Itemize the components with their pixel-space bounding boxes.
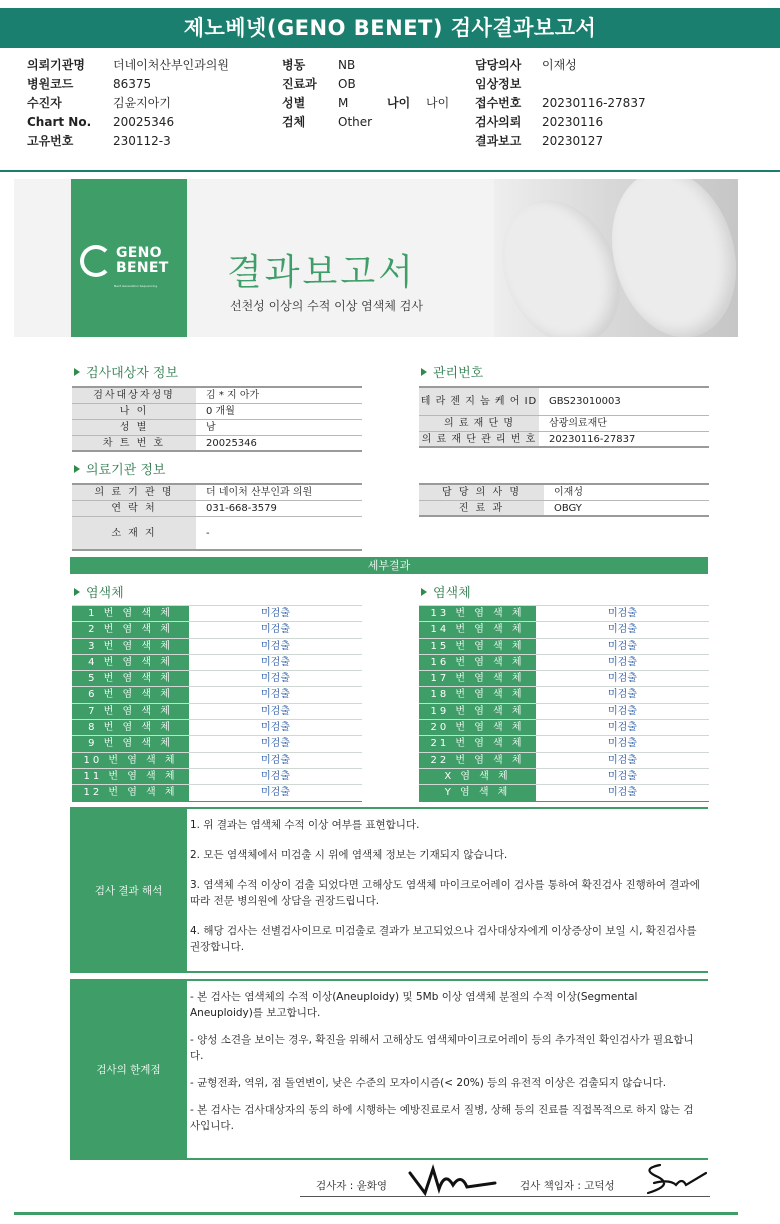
field-value: 20025346 — [206, 438, 257, 449]
chromosome-label: 12 번 염 색 체 — [72, 785, 189, 800]
frame-top-divider — [0, 170, 780, 172]
chromosome-row — [72, 670, 362, 686]
section-heading-text: 의료기관 정보 — [86, 463, 166, 478]
section-heading-text: 관리번호 — [433, 366, 484, 381]
chromosome-result: 미검출 — [608, 787, 637, 799]
interpretation-section — [70, 807, 708, 973]
banner-subtitle: 선천성 이상의 수적 이상 염색체 검사 — [230, 299, 423, 313]
director-signature-icon — [630, 1159, 710, 1199]
logo-mark-icon — [80, 245, 112, 277]
chromosome-right-heading — [421, 582, 471, 601]
chromosome-label: 5 번 염 색 체 — [72, 671, 189, 686]
interpretation-item: 1. 위 결과는 염색체 수적 이상 여부를 표현합니다. — [190, 819, 420, 831]
header-label: 수진자 — [27, 96, 62, 110]
field-value: 이재성 — [554, 487, 583, 498]
chromosome-row — [419, 638, 709, 654]
limitations-body — [187, 981, 708, 1158]
chromosome-row — [419, 654, 709, 670]
chromosome-label: 11 번 염 색 체 — [72, 769, 189, 784]
table-row — [419, 388, 709, 416]
chromosome-result: 미검출 — [608, 754, 637, 766]
chromosome-result: 미검출 — [608, 738, 637, 750]
header-value: 20230116-27837 — [542, 96, 646, 110]
chromosome-label: 1 번 염 색 체 — [72, 606, 189, 621]
chromosome-result: 미검출 — [261, 656, 290, 668]
examiner-signature-icon — [405, 1161, 505, 1199]
triangle-bullet-icon — [421, 368, 427, 376]
chromosome-label: 14 번 염 색 체 — [419, 622, 536, 637]
interpretation-item: 3. 염색체 수적 이상이 검출 되었다면 고해상도 염색체 마이크로어레이 검사를 통하여 확진검사 진행하여 결과에 따라 전문 병의원에 상담을 권장드립니다. — [190, 879, 700, 907]
header-label: Chart No. — [27, 115, 92, 129]
field-value: 031-668-3579 — [206, 503, 277, 514]
section-heading-text: 염색체 — [433, 586, 471, 601]
field-label: 나 이 — [72, 404, 196, 419]
header-label: 진료과 — [282, 77, 317, 91]
table-row — [72, 501, 362, 517]
report-title: 제노베넷(GENO BENET) 검사결과보고서 — [0, 8, 780, 48]
chromosome-label: 18 번 염 색 체 — [419, 687, 536, 702]
section-heading-text: 검사대상자 정보 — [86, 366, 179, 381]
subject-table — [72, 386, 362, 452]
report-banner — [14, 179, 738, 337]
interpretation-item: 2. 모든 염색체에서 미검출 시 위에 염색체 정보는 기재되지 않습니다. — [190, 849, 508, 861]
chromosome-label: 6 번 염 색 체 — [72, 687, 189, 702]
field-label: 테 라 젠 지 놈 케 어 ID — [419, 388, 539, 415]
examiner-label: 검사자 : 윤화영 — [316, 1180, 388, 1192]
header-label: 담당의사 — [475, 58, 522, 72]
chromosome-result: 미검출 — [261, 722, 290, 734]
header-label: 병동 — [282, 58, 306, 72]
chromosome-result: 미검출 — [261, 640, 290, 652]
logo-line-2: BENET — [116, 260, 169, 276]
chromosome-result: 미검출 — [608, 656, 637, 668]
chromosome-row — [72, 654, 362, 670]
banner-title: 결과보고서 — [227, 252, 416, 293]
table-row — [419, 485, 709, 501]
limitations-item: - 양성 소견을 보이는 경우, 확진을 위해서 고해상도 염색체마이크로어레이 등의 추가적인 확인검사가 필요합니다. — [190, 1034, 694, 1062]
age-label: 나이 — [387, 96, 411, 110]
triangle-bullet-icon — [74, 588, 80, 596]
chromosome-row — [72, 752, 362, 768]
field-label: 담 당 의 사 명 — [419, 485, 544, 500]
chromosome-result: 미검출 — [608, 624, 637, 636]
chromosome-label: 8 번 염 색 체 — [72, 720, 189, 735]
header-value: OB — [338, 77, 356, 91]
chromosome-result: 미검출 — [261, 608, 290, 619]
table-row — [72, 404, 362, 420]
table-row — [419, 501, 709, 517]
chromosome-label: 2 번 염 색 체 — [72, 622, 189, 637]
triangle-bullet-icon — [74, 368, 80, 376]
field-value: 20230116-27837 — [549, 434, 636, 445]
geno-benet-logo — [80, 245, 169, 277]
table-row — [419, 416, 709, 432]
chromosome-row — [419, 735, 709, 751]
triangle-bullet-icon — [74, 465, 80, 473]
header-label: 성별 — [282, 96, 306, 110]
chromosome-label: 19 번 염 색 체 — [419, 704, 536, 719]
chromosome-label: X 염 색 체 — [419, 769, 536, 784]
chromosome-label: 21 번 염 색 체 — [419, 736, 536, 751]
chromosome-row — [419, 621, 709, 637]
director-label: 검사 책임자 : 고덕성 — [520, 1180, 615, 1192]
header-value: 86375 — [113, 77, 152, 91]
chromosome-label: 3 번 염 색 체 — [72, 639, 189, 654]
header-label: 의뢰기관명 — [27, 58, 85, 72]
header-label: 접수번호 — [475, 96, 522, 110]
institution-section-heading — [74, 459, 165, 478]
subject-section-heading — [74, 362, 178, 381]
header-value: NB — [338, 58, 356, 72]
chromosome-row — [419, 768, 709, 784]
chromosome-label: 20 번 염 색 체 — [419, 720, 536, 735]
mgmt-section-heading — [421, 362, 483, 381]
field-value: GBS23010003 — [549, 396, 621, 407]
chromosome-row — [72, 686, 362, 702]
chromosome-row — [419, 670, 709, 686]
chromosome-label: 15 번 염 색 체 — [419, 639, 536, 654]
field-value: 김 * 지 아가 — [206, 390, 260, 401]
header-value: 이재성 — [542, 58, 577, 72]
field-value: 더 네이처 산부인과 의원 — [206, 487, 313, 498]
field-label: 의 료 재 단 관 리 번 호 — [419, 432, 539, 446]
field-label: 의 료 재 단 명 — [419, 416, 539, 431]
chromosome-row — [72, 784, 362, 800]
interpretation-body — [187, 809, 708, 971]
chromosome-row — [72, 621, 362, 637]
limitations-item: - 균형전좌, 역위, 점 돌연변이, 낮은 수준의 모자이시즘(< 20%) 등의 유전적 이상은 검출되지 않습니다. — [190, 1077, 667, 1089]
chromosome-row — [419, 605, 709, 621]
table-row — [419, 432, 709, 448]
field-label: 연 락 처 — [72, 501, 196, 516]
field-value: 0 개월 — [206, 406, 235, 417]
header-value: 더네이처산부인과의원 — [113, 58, 229, 72]
table-row — [72, 388, 362, 404]
header-value: Other — [338, 115, 373, 129]
header-col-3 — [475, 56, 646, 151]
chromosome-result: 미검출 — [261, 754, 290, 766]
chromosome-result: 미검출 — [261, 787, 290, 799]
chromosome-row — [419, 752, 709, 768]
chromosome-table-left — [72, 605, 362, 802]
field-label: 의 료 기 관 명 — [72, 485, 196, 500]
header-label: 고유번호 — [27, 134, 74, 148]
chromosome-label: 7 번 염 색 체 — [72, 704, 189, 719]
field-value: - — [206, 528, 210, 539]
chromosome-row — [419, 784, 709, 800]
chromosome-result: 미검출 — [608, 770, 637, 782]
chromosome-result: 미검출 — [261, 624, 290, 636]
baby-feet-photo — [494, 179, 738, 337]
chromosome-result: 미검출 — [608, 722, 637, 734]
chromosome-label: 16 번 염 색 체 — [419, 655, 536, 670]
chromosome-result: 미검출 — [261, 738, 290, 750]
chromosome-label: Y 염 색 체 — [419, 785, 536, 800]
chromosome-label: 4 번 염 색 체 — [72, 655, 189, 670]
header-value: 김윤지아기 — [113, 96, 171, 110]
field-label: 차 트 번 호 — [72, 436, 196, 450]
limitations-section — [70, 979, 708, 1160]
chromosome-row — [419, 719, 709, 735]
chromosome-result: 미검출 — [261, 770, 290, 782]
chromosome-label: 17 번 염 색 체 — [419, 671, 536, 686]
logo-subtext: Next Generation Sequencing — [114, 284, 158, 288]
header-label: 임상정보 — [475, 77, 522, 91]
header-label: 병원코드 — [27, 77, 74, 91]
chromosome-label: 22 번 염 색 체 — [419, 753, 536, 768]
table-row — [72, 517, 362, 551]
chromosome-result: 미검출 — [608, 673, 637, 685]
chromosome-row — [72, 768, 362, 784]
logo-line-1: GENO — [116, 245, 162, 261]
chromosome-result: 미검출 — [608, 705, 637, 717]
chromosome-result: 미검출 — [608, 608, 637, 619]
header-value: 20230116 — [542, 115, 604, 129]
table-row — [72, 436, 362, 452]
chromosome-row — [419, 703, 709, 719]
chromosome-table-right — [419, 605, 709, 802]
signature-line — [300, 1173, 710, 1197]
chromosome-result: 미검출 — [261, 673, 290, 685]
header-label: 검사의뢰 — [475, 115, 522, 129]
field-label: 검사대상자성명 — [72, 388, 196, 403]
triangle-bullet-icon — [421, 588, 427, 596]
table-row — [72, 485, 362, 501]
chromosome-result: 미검출 — [608, 640, 637, 652]
chromosome-row — [419, 686, 709, 702]
header-value: 230112-3 — [113, 134, 171, 148]
header-col-2 — [282, 56, 372, 132]
chromosome-left-heading — [74, 582, 124, 601]
chromosome-row — [72, 703, 362, 719]
chromosome-result: 미검출 — [261, 689, 290, 701]
chromosome-row — [72, 719, 362, 735]
chromosome-label: 9 번 염 색 체 — [72, 736, 189, 751]
interpretation-item: 4. 해당 검사는 선별검사이므로 미검출로 결과가 보고되었으나 검사대상자에게 이상증상이 보일 시, 확진검사를 권장합니다. — [190, 925, 697, 953]
field-label: 소 재 지 — [72, 517, 196, 549]
header-col-1 — [27, 56, 229, 151]
chromosome-row — [72, 735, 362, 751]
age-value: 나이 — [426, 96, 450, 110]
header-label: 결과보고 — [475, 134, 522, 148]
table-row — [72, 420, 362, 436]
chromosome-label: 13 번 염 색 체 — [419, 606, 536, 621]
header-value: 20025346 — [113, 115, 175, 129]
limitations-item: - 본 검사는 검사대상자의 동의 하에 시행하는 예방진료로서 질병, 상해 등의 진료를 직접목적으로 하지 않는 검사입니다. — [190, 1104, 694, 1132]
limitations-item: - 본 검사는 염색체의 수적 이상(Aneuploidy) 및 5Mb 이상 염색체 분절의 수적 이상(Segmental Aneuploidy)를 보고합니다. — [190, 991, 638, 1019]
mgmt-table — [419, 386, 709, 448]
chromosome-label: 10 번 염 색 체 — [72, 753, 189, 768]
chromosome-row — [72, 605, 362, 621]
header-value: 20230127 — [542, 134, 604, 148]
chromosome-row — [72, 638, 362, 654]
section-heading-text: 염색체 — [86, 586, 124, 601]
chromosome-result: 미검출 — [608, 689, 637, 701]
field-label: 진 료 과 — [419, 501, 544, 515]
limitations-label: 검사의 한계점 — [70, 981, 187, 1158]
field-value: 삼광의료재단 — [549, 418, 607, 429]
institution-table — [72, 483, 362, 551]
field-value: 남 — [206, 422, 216, 433]
interpretation-label: 검사 결과 해석 — [70, 809, 187, 971]
frame-bottom-divider — [14, 1212, 738, 1215]
header-value: M — [338, 96, 349, 110]
chromosome-result: 미검출 — [261, 705, 290, 717]
doctor-table — [419, 483, 709, 517]
header-label: 검체 — [282, 115, 306, 129]
field-label: 성 별 — [72, 420, 196, 435]
field-value: OBGY — [554, 503, 582, 514]
detail-results-bar: 세부결과 — [70, 557, 708, 574]
